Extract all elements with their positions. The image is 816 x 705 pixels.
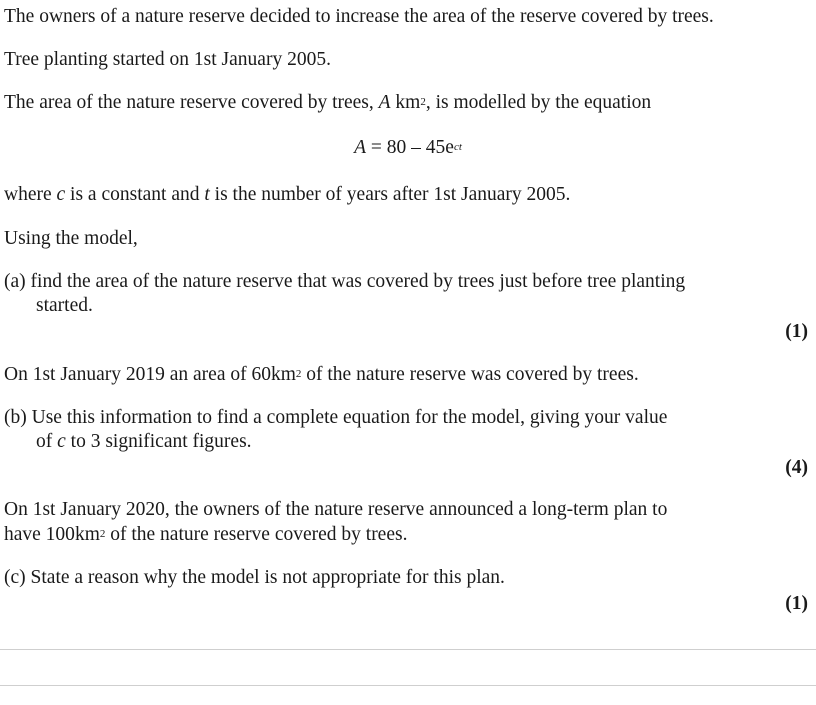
part-a-text-2: started. — [36, 295, 93, 316]
intro-text-3-suffix: , is modelled by the equation — [425, 92, 652, 113]
info-2020-line-2 — [4, 523, 407, 547]
intro-line-1 — [4, 5, 714, 29]
info-2019-suffix: of the nature reserve was covered by trees. — [306, 364, 639, 385]
part-c-text-1: State a reason why the model is not appropriate for this plan. — [30, 567, 505, 588]
answer-line-2 — [0, 685, 816, 686]
info-2019-prefix: On 1st January 2019 an area of 60 — [4, 364, 271, 385]
info-2020-text-1: On 1st January 2020, the owners of the nature reserve announced a long-term plan to — [4, 499, 668, 520]
definitions-where: where — [4, 184, 52, 205]
part-b-line-2 — [36, 430, 252, 454]
variable-t: t — [204, 184, 210, 205]
definitions-mid: is a constant and — [70, 184, 200, 205]
model-equation — [0, 136, 816, 160]
unit-squared: 2 — [420, 96, 426, 108]
info-2020-prefix: have 100 — [4, 524, 75, 545]
part-a-text-1: find the area of the nature reserve that was covered by trees just before tree planting — [30, 271, 686, 292]
equation-lhs: A — [354, 137, 367, 158]
equation-exponent: ct — [453, 141, 462, 153]
intro-line-3 — [4, 91, 651, 115]
info-2019-squared: 2 — [295, 368, 302, 380]
definitions-rest: is the number of years after 1st January 2005. — [214, 184, 571, 205]
info-2020-suffix: of the nature reserve covered by trees. — [110, 524, 408, 545]
info-2019-line — [4, 363, 639, 387]
info-2020-line-1 — [4, 498, 667, 522]
part-c-line-1 — [4, 566, 505, 590]
part-b-text-2-prefix: of — [36, 431, 53, 452]
info-2020-unit: km — [74, 524, 100, 545]
answer-line-1 — [0, 649, 816, 650]
part-a-line-1 — [4, 270, 685, 294]
part-b-text-2-suffix: to 3 significant figures. — [70, 431, 252, 452]
part-a-label: (a) — [4, 271, 26, 292]
part-b-variable-c: c — [57, 431, 66, 452]
intro-text-1: The owners of a nature reserve decided to increase the area of the reserve covered by trees. — [4, 6, 714, 27]
variable-c: c — [56, 184, 66, 205]
definitions-line — [4, 183, 570, 207]
using-model-line — [4, 227, 138, 251]
part-b-marks: (4) — [785, 457, 808, 478]
info-2019-unit: km — [270, 364, 296, 385]
variable-a: A — [378, 92, 391, 113]
part-c-label: (c) — [4, 567, 26, 588]
part-b-text-1: Use this information to find a complete equation for the model, giving your value — [31, 407, 668, 428]
part-b-label: (b) — [4, 407, 27, 428]
part-a-line-2 — [36, 294, 93, 318]
intro-text-3-prefix: The area of the nature reserve covered by trees, — [4, 92, 374, 113]
info-2020-squared: 2 — [99, 528, 106, 540]
using-model-text: Using the model, — [4, 228, 138, 249]
equation-rhs: = 80 – 45e — [370, 137, 454, 158]
intro-text-2: Tree planting started on 1st January 2005. — [4, 49, 331, 70]
part-c-marks: (1) — [785, 593, 808, 614]
intro-line-2 — [4, 48, 331, 72]
part-a-marks: (1) — [785, 321, 808, 342]
unit-km: km — [395, 92, 421, 113]
part-b-line-1 — [4, 406, 667, 430]
